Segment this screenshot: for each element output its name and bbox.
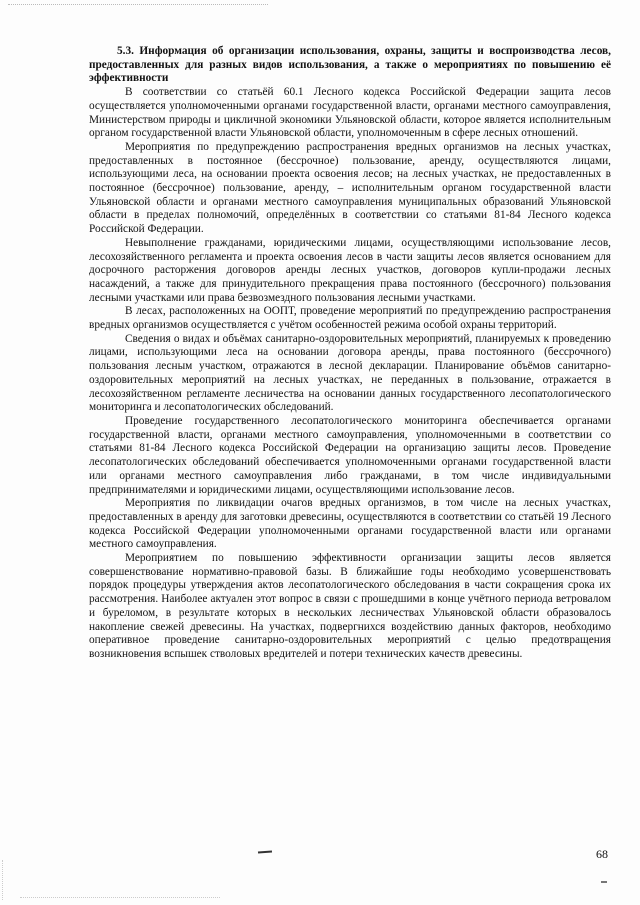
scan-artifact-top xyxy=(8,4,268,6)
paragraph: Мероприятием по повышению эффективности организации защиты лесов является совершенствование нормативно-правовой базы. В ближайшие годы необходимо усовершенствовать порядок процедуры утверждения актов лесопатологического обследования в части сокращения срока их рассмотрения. Наиболее актуален этот вопрос в связи с прошедшими в конце учётного периода ветровалом и буреломом, в результате которых в нескольких лесничествах Ульяновской области образовалось накопление свежей древесины. На участках, подвергнихся воздействию данных факторов, необходимо оперативное проведение санитарно-оздоровительных мероприятий с целью предотвращения возникновения вспышек стволовых вредителей и потери технических качеств древесины. xyxy=(89,552,611,660)
scan-artifact-left xyxy=(2,860,4,900)
paragraph: Мероприятия по предупреждению распространения вредных организмов на лесных участках, предоставленных в постоянное (бессрочное) пользование, аренду, осуществляются лицами, использующими леса, на основании проекта освоения лесов; на лесных участках, не предоставленных в постоянное (бессрочное) пользование, аренду, – исполнительным органом государственной власти Ульяновской области и органами местного самоуправления муниципальных образований Ульяновской области в пределах полномочий, определённых в соответствии со статьями 81-84 Лесного кодекса Российской Федерации. xyxy=(89,140,611,236)
document-body xyxy=(89,45,611,662)
paragraph: Проведение государственного лесопатологического мониторинга обеспечивается органами государственной власти, органами местного самоуправления, уполномоченными в соответствии со статьями 81-84 Лесного кодекса Российской Федерации на организацию защиты лесов. Проведение лесопатологических обследований обеспечивается уполномоченными органами государственной власти или органами местного самоуправления либо гражданами, в том числе индивидуальными предпринимателями и юридическими лицами, осуществляющими использование лесов. xyxy=(89,414,611,496)
page-number: 68 xyxy=(596,847,608,861)
paragraph: В соответствии со статьёй 60.1 Лесного кодекса Российской Федерации защита лесов осуществляется уполномоченными органами государственной власти, органами местного самоуправления, Министерством природы и цикличной экономики Ульяновской области, которое является исполнительным органом государственной власти Ульяновской области, уполномоченным в сфере лесных отношений. xyxy=(89,86,611,140)
scan-speck xyxy=(601,881,607,883)
paragraph: Невыполнение гражданами, юридическими лицами, осуществляющими использование лесов, лесохозяйственного регламента и проекта освоения лесов в части защиты лесов является основанием для досрочного расторжения договоров аренды лесных участков, договоров купли-продажи лесных насаждений, а также для принудительного прекращения права постоянного (бессрочного) пользования лесными участками или права безвозмездного пользования лесными участками. xyxy=(89,236,611,304)
scan-artifact-bottom xyxy=(20,897,220,899)
paragraph: Мероприятия по ликвидации очагов вредных организмов, в том числе на лесных участках, предоставленных в аренду для заготовки древесины, осуществляются в соответствии со статьёй 19 Лесного кодекса Российской Федерации уполномоченными органами государственной власти или органами местного самоуправления. xyxy=(89,497,611,551)
paragraph: В лесах, расположенных на ООПТ, проведение мероприятий по предупреждению распространения вредных организмов осуществляется с учётом особенностей режима особой охраны территорий. xyxy=(89,305,611,332)
footer-dash-mark xyxy=(258,851,272,854)
section-heading: 5.3. Информация об организации использования, охраны, защиты и воспроизводства лесов, предоставленных для разных видов использования, а также о мероприятиях по повышению её эффективности xyxy=(89,45,611,85)
paragraph: Сведения о видах и объёмах санитарно-оздоровительных мероприятий, планируемых к проведению лицами, использующими леса на основании договора аренды, права постоянного (бессрочного) пользования лесным участком, отражаются в лесной декларации. Планирование объёмов санитарно-оздоровительных мероприятий на лесных участках, не переданных в пользование, отражается в лесохозяйственном регламенте лесничества на основании данных государственного лесопатологического мониторинга и лесопатологических обследований. xyxy=(89,332,611,414)
